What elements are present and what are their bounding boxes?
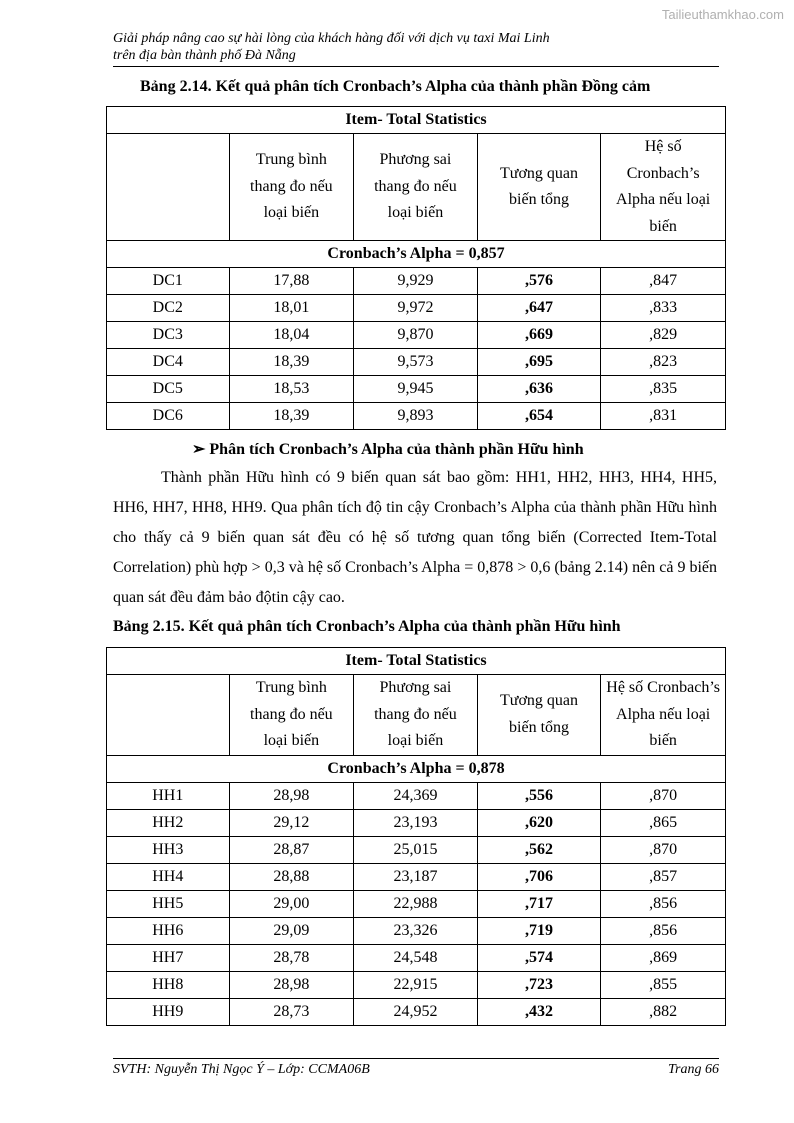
alpha-if-deleted: ,829 (601, 322, 726, 349)
alpha-if-deleted: ,855 (601, 971, 726, 998)
scale-mean: 28,78 (229, 944, 354, 971)
table1-header-alpha-line: Alpha nếu loại (616, 191, 711, 208)
alpha-if-deleted: ,856 (601, 917, 726, 944)
watermark: Tailieuthamkhao.com (661, 7, 784, 22)
table1-header-alpha-line: Cronbach’s (626, 164, 700, 182)
item-total-correlation: ,723 (477, 971, 601, 998)
table1-item-total-statistics (106, 106, 726, 430)
table2-header-variance (354, 675, 478, 756)
table2-caption: Bảng 2.15. Kết quả phân tích Cronbach’s Alpha của thành phần Hữu hình (113, 618, 621, 635)
scale-mean: 18,01 (229, 295, 354, 322)
table2-header-alpha-if-deleted (601, 675, 726, 756)
paragraph-text: Thành phần Hữu hình có 9 biến quan sát bao gồm: HH1, HH2, HH3, HH4, HH5, HH6, HH7, HH8, HH9. Qua phân tích độ tin cậy Cronbach’s Alpha của thành phần Hữu hình cho thấy cả 9 biến quan sát đều có hệ số tương quan tổng biến (Corrected Item-Total Correlation) phù hợp > 0,3 và hệ số Cronbach’s Alpha = 0,878 > 0,6 (bảng 2.14) nên cả 9 biến quan sát đều đảm bảo độtin cậy cao. (113, 469, 717, 606)
scale-mean: 29,00 (229, 890, 354, 917)
table2-header-mean (229, 675, 354, 756)
item-total-correlation: ,556 (477, 782, 601, 809)
item-total-correlation: ,620 (477, 809, 601, 836)
alpha-if-deleted: ,856 (601, 890, 726, 917)
item-total-correlation: ,719 (477, 917, 601, 944)
header-line-2: trên địa bàn thành phố Đà Nẵng (113, 48, 296, 63)
scale-variance: 22,915 (354, 971, 478, 998)
scale-mean: 18,53 (229, 376, 354, 403)
header-line-1: Giải pháp nâng cao sự hài lòng của khách hàng đối với dịch vụ taxi Mai Linh (113, 31, 550, 46)
item-code: DC4 (107, 349, 230, 376)
table2-header-variance-line: Phương sai (379, 679, 452, 696)
table1-header-variance-line: thang đo nếu (374, 177, 457, 195)
table1-header-mean-line: loại biến (263, 204, 320, 222)
table2-header-alpha-line: biến (649, 732, 677, 749)
running-header (113, 30, 719, 67)
item-code: DC1 (107, 268, 230, 295)
item-code: HH1 (107, 782, 230, 809)
alpha-if-deleted: ,870 (601, 782, 726, 809)
scale-variance: 9,929 (354, 268, 478, 295)
item-total-correlation: ,706 (477, 863, 601, 890)
item-code: HH3 (107, 836, 230, 863)
scale-mean: 28,98 (229, 971, 354, 998)
body-paragraph (113, 463, 717, 613)
scale-variance: 24,952 (354, 998, 478, 1025)
item-code: DC2 (107, 295, 230, 322)
table-row (107, 295, 726, 322)
scale-mean: 29,12 (229, 809, 354, 836)
table1-header-mean-line: thang đo nếu (250, 177, 333, 195)
table-row (107, 403, 726, 430)
table1-header-variance-line: loại biến (387, 204, 444, 222)
table2-title: Item- Total Statistics (107, 648, 726, 675)
item-total-correlation: ,636 (477, 376, 601, 403)
table2-header-correlation-line: Tương quan (500, 692, 579, 710)
alpha-if-deleted: ,870 (601, 836, 726, 863)
scale-variance: 23,193 (354, 809, 478, 836)
scale-variance: 9,893 (354, 403, 478, 430)
scale-variance: 9,573 (354, 349, 478, 376)
item-total-correlation: ,432 (477, 998, 601, 1025)
scale-variance: 25,015 (354, 836, 478, 863)
table-row (107, 971, 726, 998)
table2-header-mean-line: thang đo nếu (250, 705, 333, 723)
table1-header-mean-line: Trung bình (255, 151, 327, 169)
table1-header-alpha-line: Hệ số (644, 138, 682, 155)
item-code: HH5 (107, 890, 230, 917)
item-code: DC6 (107, 403, 230, 430)
scale-mean: 17,88 (229, 268, 354, 295)
footer-author: SVTH: Nguyễn Thị Ngọc Ý – Lớp: CCMA06B (113, 1062, 370, 1077)
scale-variance: 23,187 (354, 863, 478, 890)
table-row (107, 268, 726, 295)
scale-mean: 28,88 (229, 863, 354, 890)
alpha-if-deleted: ,835 (601, 376, 726, 403)
table2-header-alpha-line: Alpha nếu loại (616, 705, 711, 723)
scale-mean: 18,39 (229, 349, 354, 376)
table2-header-correlation-line: biến tổng (509, 718, 570, 736)
table1-cronbach-alpha: Cronbach’s Alpha = 0,857 (107, 241, 726, 268)
item-code: HH7 (107, 944, 230, 971)
table-row (107, 782, 726, 809)
scale-variance: 9,870 (354, 322, 478, 349)
page-footer (113, 1058, 719, 1078)
table1-title: Item- Total Statistics (107, 107, 726, 134)
item-code: DC3 (107, 322, 230, 349)
table-row (107, 836, 726, 863)
scale-mean: 18,39 (229, 403, 354, 430)
scale-mean: 28,87 (229, 836, 354, 863)
item-total-correlation: ,576 (477, 268, 601, 295)
table1-header-mean (229, 134, 354, 241)
item-total-correlation: ,695 (477, 349, 601, 376)
table2-header-variance-line: thang đo nếu (374, 705, 457, 723)
table-row (107, 349, 726, 376)
scale-variance: 23,326 (354, 917, 478, 944)
table2-item-total-statistics (106, 647, 726, 1026)
table-row (107, 863, 726, 890)
item-total-correlation: ,562 (477, 836, 601, 863)
table2-header-mean-line: loại biến (263, 732, 320, 749)
table-row (107, 998, 726, 1025)
item-code: HH4 (107, 863, 230, 890)
item-code: HH6 (107, 917, 230, 944)
scale-variance: 22,988 (354, 890, 478, 917)
scale-variance: 9,972 (354, 295, 478, 322)
table-row (107, 376, 726, 403)
item-total-correlation: ,717 (477, 890, 601, 917)
item-code: HH2 (107, 809, 230, 836)
alpha-if-deleted: ,869 (601, 944, 726, 971)
item-code: HH9 (107, 998, 230, 1025)
table1-header-variance (354, 134, 478, 241)
item-total-correlation: ,647 (477, 295, 601, 322)
alpha-if-deleted: ,865 (601, 809, 726, 836)
alpha-if-deleted: ,823 (601, 349, 726, 376)
alpha-if-deleted: ,831 (601, 403, 726, 430)
table1-caption: Bảng 2.14. Kết quả phân tích Cronbach’s Alpha của thành phần Đồng cảm (140, 78, 651, 95)
scale-variance: 9,945 (354, 376, 478, 403)
table1-header-empty (107, 134, 230, 241)
table1-header-correlation (477, 134, 601, 241)
table-row (107, 890, 726, 917)
alpha-if-deleted: ,857 (601, 863, 726, 890)
table-row (107, 809, 726, 836)
alpha-if-deleted: ,882 (601, 998, 726, 1025)
table1-header-correlation-line: biến tổng (509, 191, 570, 208)
scale-variance: 24,548 (354, 944, 478, 971)
item-code: HH8 (107, 971, 230, 998)
alpha-if-deleted: ,847 (601, 268, 726, 295)
table-row (107, 322, 726, 349)
item-total-correlation: ,654 (477, 403, 601, 430)
table1-header-variance-line: Phương sai (379, 151, 452, 169)
scale-mean: 29,09 (229, 917, 354, 944)
scale-variance: 24,369 (354, 782, 478, 809)
page-number: Trang 66 (668, 1062, 719, 1077)
table2-header-variance-line: loại biến (387, 732, 444, 749)
table2-cronbach-alpha: Cronbach’s Alpha = 0,878 (107, 755, 726, 782)
scale-mean: 28,73 (229, 998, 354, 1025)
table1-header-alpha-line: biến (649, 217, 677, 235)
table2-header-alpha-line: Hệ số Cronbach’s (606, 679, 721, 696)
table1-header-correlation-line: Tương quan (500, 164, 579, 182)
table1-header-alpha-if-deleted (601, 134, 726, 241)
alpha-if-deleted: ,833 (601, 295, 726, 322)
table-row (107, 944, 726, 971)
scale-mean: 28,98 (229, 782, 354, 809)
item-total-correlation: ,574 (477, 944, 601, 971)
scale-mean: 18,04 (229, 322, 354, 349)
item-total-correlation: ,669 (477, 322, 601, 349)
table2-header-correlation (477, 675, 601, 756)
table2-header-mean-line: Trung bình (255, 679, 327, 696)
section-heading: ➢ Phân tích Cronbach’s Alpha của thành phần Hữu hình (192, 441, 584, 458)
item-code: DC5 (107, 376, 230, 403)
table2-header-empty (107, 675, 230, 756)
table-row (107, 917, 726, 944)
